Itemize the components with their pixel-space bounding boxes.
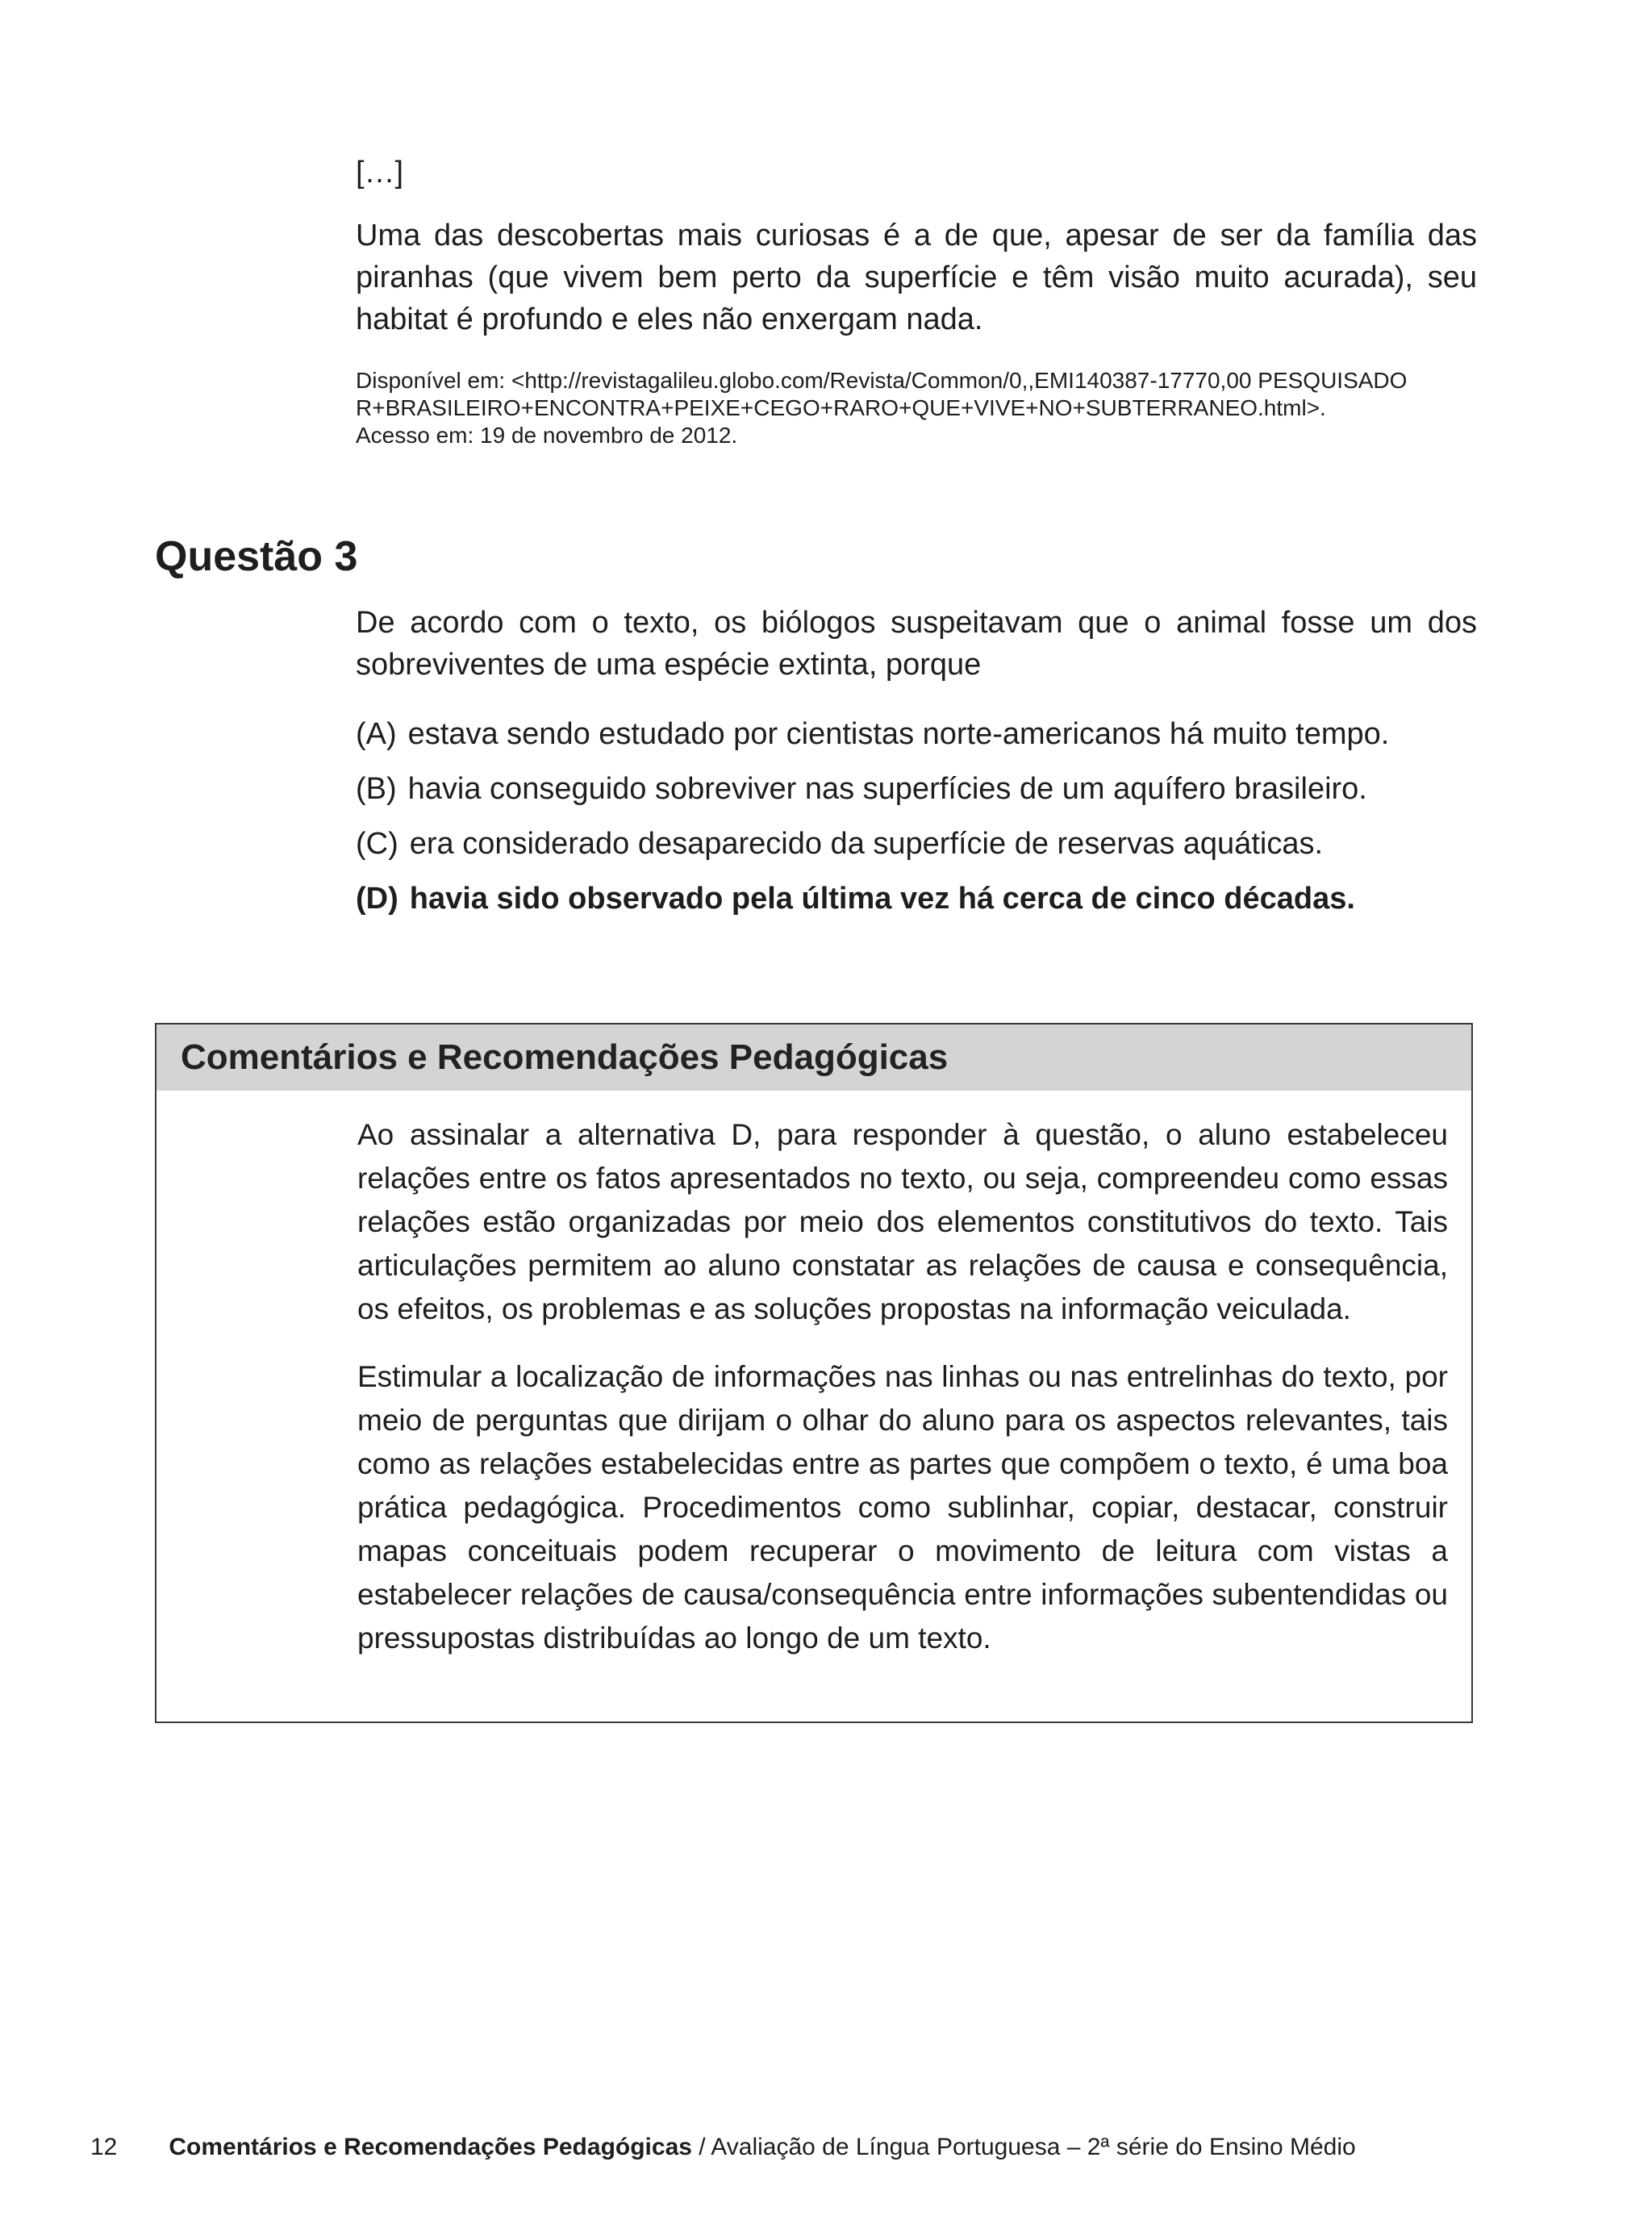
option-text: havia conseguido sobreviver nas superfícies de um aquífero brasileiro. — [407, 772, 1367, 806]
comments-body — [357, 1113, 1448, 1684]
question-stem: De acordo com o texto, os biólogos suspeitavam que o animal fosse um dos sobreviventes de uma espécie extinta, porque — [356, 606, 1477, 682]
source-access-date: Acesso em: 19 de novembro de 2012. — [356, 423, 738, 448]
comments-header — [156, 1025, 1471, 1091]
footer-subtitle: / Avaliação de Língua Portuguesa – 2ª série do Ensino Médio — [691, 2134, 1356, 2160]
answer-options — [356, 713, 1477, 933]
option-a — [356, 713, 1477, 755]
page-footer — [90, 2131, 1356, 2164]
option-letter: (A) — [356, 717, 397, 751]
excerpt-ellipsis: […] — [356, 156, 404, 190]
option-text: estava sendo estudado por cientistas norte-americanos há muito tempo. — [407, 717, 1390, 751]
option-text: era considerado desaparecido da superfície de reservas aquáticas. — [409, 827, 1324, 861]
source-citation — [356, 367, 1477, 449]
option-letter: (D) — [356, 882, 398, 916]
comments-paragraph: Ao assinalar a alternativa D, para responder à questão, o aluno estabeleceu relações entre os fatos apresentados no texto, ou seja, compreendeu como essas relações estão organizadas por meio dos elementos constitutivos do texto. Tais articulações permitem ao aluno constatar as relações de causa e consequência, os efeitos, os problemas e as soluções propostas na informação veiculada. — [357, 1118, 1448, 1325]
page-number: 12 — [90, 2134, 118, 2160]
question-title: Questão 3 — [155, 533, 358, 580]
option-c — [356, 823, 1477, 865]
option-letter: (B) — [356, 772, 397, 806]
option-text: havia sido observado pela última vez há cerca de cinco décadas. — [409, 882, 1355, 916]
option-b — [356, 768, 1477, 810]
option-letter: (C) — [356, 827, 398, 861]
source-line: Disponível em: <http://revistagalileu.globo.com/Revista/Common/0,,EMI140387-17770,00 PESQUISADO — [356, 368, 1408, 393]
comments-title: Comentários e Recomendações Pedagógicas — [181, 1037, 949, 1077]
option-d-correct — [356, 878, 1477, 920]
comments-paragraph: Estimular a localização de informações nas linhas ou nas entrelinhas do texto, por meio de perguntas que dirijam o olhar do aluno para os aspectos relevantes, tais como as relações estabelecidas entre as partes que compõem o texto, é uma boa prática pedagógica. Procedimentos como sublinhar, copiar, destacar, construir mapas conceituais podem recuperar o movimento de leitura com vistas a estabelecer relações de causa/consequência entre informações subentendidas ou pressupostas distribuídas ao longo de um texto. — [357, 1360, 1448, 1655]
footer-title: Comentários e Recomendações Pedagógicas — [169, 2134, 692, 2160]
source-line: R+BRASILEIRO+ENCONTRA+PEIXE+CEGO+RARO+QUE+VIVE+NO+SUBTERRANEO.html>. — [356, 395, 1326, 420]
excerpt-paragraph: Uma das descobertas mais curiosas é a de que, apesar de ser da família das piranhas (que vivem bem perto da superfície e têm visão muito acurada), seu habitat é profundo e eles não enxergam nada. — [356, 219, 1477, 336]
comments-box — [155, 1023, 1473, 1723]
